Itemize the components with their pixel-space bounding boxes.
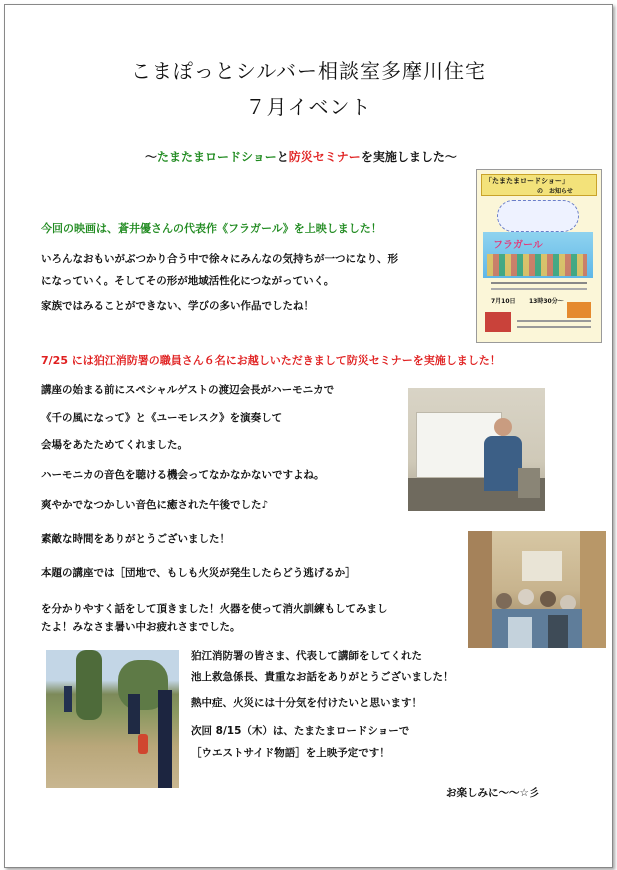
tagline-connector: と [276, 150, 289, 164]
roadshow-poster-image [476, 169, 602, 343]
seminar-line-2: 《千の風になって》と《ユーモレスク》を演奏して [41, 412, 283, 424]
poster-title: 「たまたまロードショー」 [485, 177, 569, 185]
seminar-line-7: 本題の講座では［団地で、もしも火災が発生したらどう逃げるか］ [41, 567, 356, 579]
seminar-line-9: たよ！みなさま暑い中お疲れさまでした。 [41, 621, 241, 633]
page-title: こまぽっとシルバー相談室多摩川住宅 [130, 59, 487, 83]
closing-line-2: 池上救急係長、貴重なお話をありがとうございました！ [191, 671, 454, 683]
seminar-line-6: 素敵な時間をありがとうございました！ [41, 533, 230, 545]
poster-movie-title: フラガール [493, 240, 543, 251]
poster-subtitle: の お知らせ [537, 188, 573, 195]
poster-date: 7月10日 [491, 298, 516, 305]
closing-line-1: 狛江消防署の皆さま、代表して講師をしてくれた [191, 650, 422, 662]
seminar-line-3: 会場をあたためてくれました。 [41, 439, 188, 451]
roadshow-line-2: になっていく。そしてその形が地域活性化につながっていく。 [41, 275, 335, 287]
harmonica-performance-photo [408, 388, 545, 511]
roadshow-line-1: いろんなおもいがぶつかり合う中で徐々にみんなの気持ちが一つになり、形 [41, 253, 398, 265]
seminar-line-1: 講座の始まる前にスペシャルゲストの渡辺会長がハーモニカで [41, 384, 335, 396]
signoff: お楽しみに～～☆彡 [446, 787, 540, 799]
tagline-prefix: ～ [145, 150, 158, 164]
fire-drill-photo [46, 650, 179, 788]
seminar-line-5: 爽やかでなつかしい音色に癒された午後でした♪ [41, 499, 269, 511]
page-sheet [4, 4, 613, 868]
seminar-heading: 7/25 には狛江消防署の職員さん６名にお越しいただきまして防災セミナーを実施しました！ [41, 354, 501, 367]
closing-line-5: ［ウエストサイド物語］を上映予定です！ [191, 747, 390, 759]
seminar-line-8: を分かりやすく話をして頂きました！火器を使って消火訓練もしてみまし [41, 603, 388, 615]
tagline-suffix: を実施しました～ [360, 150, 457, 164]
page-subtitle: ７月イベント [245, 95, 372, 119]
tagline [145, 148, 457, 165]
poster-time: 13時30分～ [529, 298, 564, 305]
seminar-audience-photo [468, 531, 606, 648]
closing-line-4: 次回 8/15（木）は、たまたまロードショーで [191, 725, 410, 737]
seminar-line-4: ハーモニカの音色を聴ける機会ってなかなかないですよね。 [41, 469, 325, 481]
tagline-event-seminar: 防災セミナー [288, 150, 361, 164]
tagline-event-roadshow: たまたまロードショー [157, 150, 277, 164]
roadshow-line-3: 家族ではみることができない、学びの多い作品でしたね！ [41, 300, 314, 312]
roadshow-heading: 今回の映画は、蒼井優さんの代表作《フラガール》を上映しました！ [41, 222, 382, 235]
closing-line-3: 熱中症、火災には十分気を付けたいと思います！ [191, 697, 422, 709]
